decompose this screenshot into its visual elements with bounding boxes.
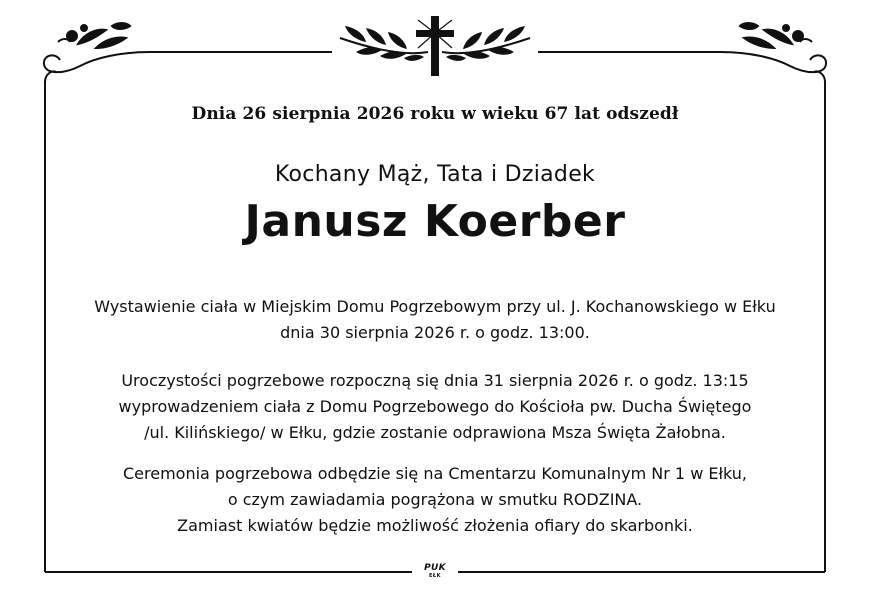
- viewing-line: dnia 30 sierpnia 2026 r. o godz. 13:00.: [280, 323, 590, 342]
- burial-line: o czym zawiadamia pogrążona w smutku RODZINA.: [227, 490, 643, 509]
- floral-scroll-left-icon: [44, 23, 150, 95]
- death-date-headline: Dnia 26 sierpnia 2026 roku w wieku 67 lat odszedł: [191, 104, 679, 124]
- viewing-paragraph: [45, 294, 825, 346]
- ceremony-paragraph: [45, 368, 825, 446]
- floral-scroll-right-icon: [720, 23, 826, 95]
- burial-line: Ceremonia pogrzebowa odbędzie się na Cmentarzu Komunalnym Nr 1 w Ełku,: [122, 464, 748, 483]
- viewing-line: Wystawienie ciała w Miejskim Domu Pogrzebowym przy ul. J. Kochanowskiego w Ełku: [94, 297, 776, 316]
- burial-line: Zamiast kwiatów będzie możliwość złożenia ofiary do skarbonki.: [177, 516, 693, 535]
- deceased-name: Janusz Koerber: [244, 196, 626, 247]
- logo-sub-text: EŁK: [428, 573, 441, 579]
- ceremony-line: wyprowadzeniem ciała z Domu Pogrzebowego do Kościoła pw. Ducha Świętego: [118, 397, 752, 416]
- logo-main-text: PUK: [424, 563, 446, 573]
- relation-subtitle: Kochany Mąż, Tata i Dziadek: [274, 162, 596, 187]
- ceremony-line: Uroczystości pogrzebowe rozpoczną się dnia 31 sierpnia 2026 r. o godz. 13:15: [121, 371, 749, 390]
- cross-with-laurel-icon: [340, 16, 530, 76]
- burial-paragraph: [45, 461, 825, 539]
- puk-logo: [416, 563, 454, 583]
- ceremony-line: /ul. Kilińskiego/ w Ełku, gdzie zostanie odprawiona Msza Święta Żałobna.: [144, 423, 726, 442]
